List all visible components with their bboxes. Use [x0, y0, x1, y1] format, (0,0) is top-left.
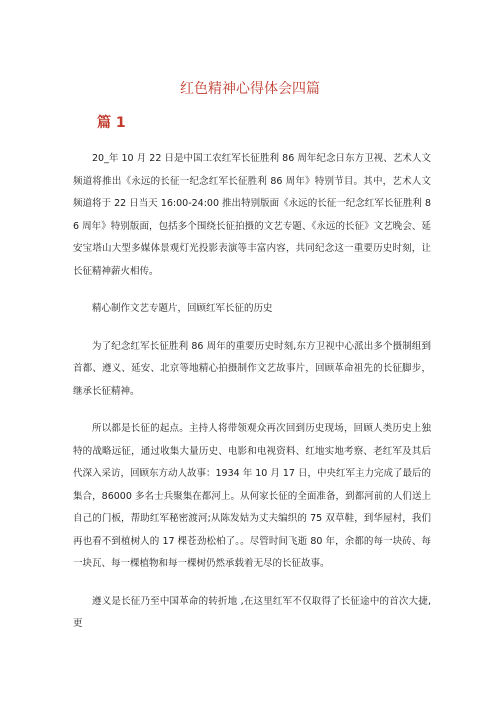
- paragraph-1: 20_年 10 月 22 日是中国工农红军长征胜利 86 周年纪念日东方卫视、艺术人文频道将推出《永远的长征一纪念红军长征胜利 86 周年》特别节目。其中，艺术人文频道将于 22 日当天 16:00-24:00 推出特别版面《永远的长征一纪念红军长征胜利 86 周年》特别版面，包括多个围绕长征拍摄的文艺专题、《永远的长征》文艺晚会、延安宝塔山大型多媒体景观灯光投影表演等丰富内容，共同纪念这一重要历史时刻，让长征精神薪火相传。: [73, 153, 431, 277]
- paragraph-2: 精心制作文艺专题片，回顾红军长征的历史: [92, 303, 273, 314]
- paragraph-3: 为了纪念红军长征胜利 86 周年的重要历史时刻,东方卫视中心派出多个摄制组到首都、遵义、延安、北京等地精心拍摄制作文艺故事片，回顾革命祖先的长征脚步，继承长征精神。: [73, 340, 431, 397]
- paragraph-4: 所以都是长征的起点。主持人将带领观众再次回到历史现场，回顾人类历史上独特的战略远征，通过收集大量历史、电影和电视资料、红地实地考察、老红军及其后代深入采访，回顾东方动人故事：1934 年 10 月 17 日，中央红军主力完成了最后的集合，86000 多名士兵聚集在都河上。从何家长征的全面准备，到都河前的人们送上自己的门板，帮助红军秘密渡河;从陈发姑为丈夫编织的 75 双草鞋，到华屋村，我们再也看不到植树人的 17 棵苍劲松柏了。。尽管时间飞逝 80 年，余都的每一块砖、每一块瓦、每一棵植物和每一棵树仍然承载着无尽的长征故事。: [73, 423, 431, 569]
- document-body: [73, 148, 431, 636]
- section-heading: 篇 1: [97, 115, 126, 131]
- paragraph-5: 遵义是长征乃至中国革命的转折地 ,在这里红军不仅取得了长征途中的首次大捷,更: [73, 595, 431, 629]
- document-title: 红色精神心得体会四篇: [180, 81, 320, 97]
